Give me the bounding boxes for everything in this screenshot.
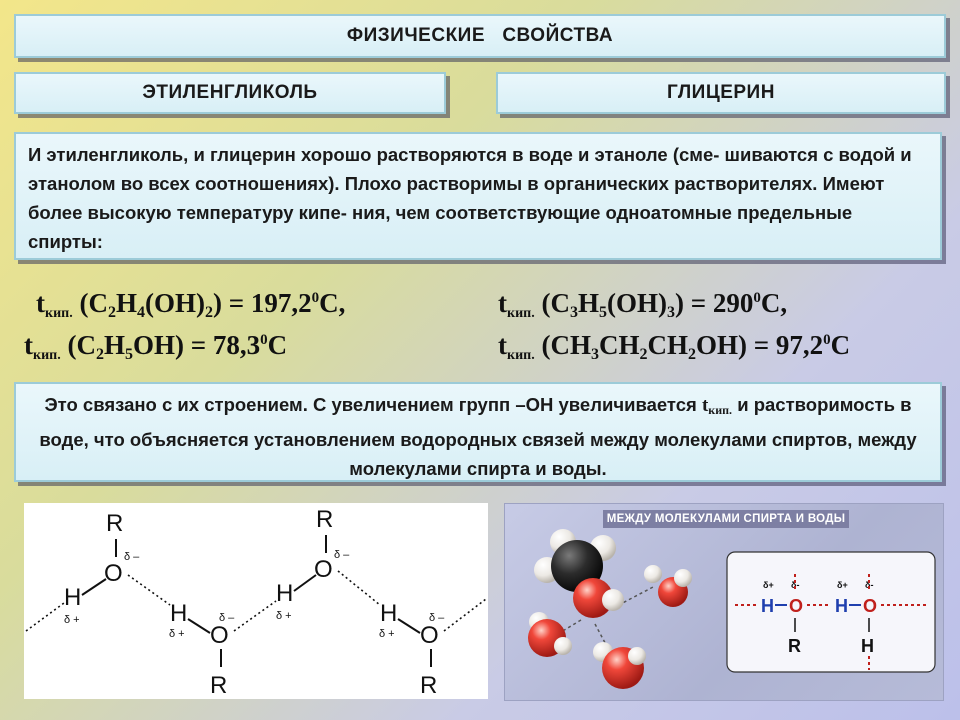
bond-line — [188, 619, 210, 633]
delta-minus: δ- — [865, 580, 874, 590]
bp-value: 97,2 — [775, 330, 824, 360]
formula-part: H — [577, 288, 599, 318]
hbond-dotted — [234, 601, 276, 631]
t-sub: кип. — [33, 348, 61, 363]
bp-unit: C — [267, 330, 288, 360]
atom-h: H — [276, 580, 294, 607]
hydrogen-sphere — [602, 589, 624, 611]
explanation-box — [14, 382, 942, 482]
formula-sub: 5 — [124, 346, 133, 363]
t-sub: кип. — [708, 403, 733, 417]
delta-plus: δ + — [379, 628, 395, 640]
formula-part: (OH) — [606, 288, 667, 318]
formula-part: OH) — [132, 330, 184, 360]
explanation-text-2: и растворимость в воде, что объясняется установлением водородных связей между молекулами спиртов, между молекулами спирта и воды. — [39, 394, 917, 479]
formula-sub: 3 — [666, 304, 675, 321]
delta-minus: δ – — [124, 551, 140, 563]
hbond-dotted — [338, 571, 380, 605]
description-text: И этиленгликоль, и глицерин хорошо растворяются в воде и этаноле (сме- шиваются с водой и этанолом во всех соотношениях). Плохо растворимы в органических растворителях. Имеют более высокую температуру кипе- ния, чем соответствующие одноатомные предельные спирты: — [28, 144, 912, 252]
formula-sub: 4 — [136, 304, 145, 321]
bond-line — [82, 579, 106, 595]
formula-sub: 2 — [95, 346, 104, 363]
degree-sign: 0 — [823, 332, 831, 348]
atom-h: H — [835, 596, 848, 616]
formula-part: (C — [79, 288, 108, 318]
bp-value: 290 — [712, 288, 754, 318]
delta-plus: δ+ — [837, 580, 848, 590]
formula-part: ) — [674, 288, 684, 318]
t-symbol: t — [24, 330, 33, 360]
schematic-box — [727, 552, 935, 672]
hydrogen-sphere — [644, 565, 662, 583]
t-symbol: t — [36, 288, 45, 318]
delta-minus: δ – — [429, 612, 445, 624]
atom-h: H — [64, 584, 82, 611]
delta-minus: δ- — [791, 580, 800, 590]
atom-r: R — [106, 510, 124, 537]
t-symbol: t — [498, 330, 507, 360]
hydrogen-bond-diagram — [24, 503, 488, 699]
t-sub: кип. — [45, 306, 73, 321]
bond-line — [398, 619, 420, 633]
degree-sign: 0 — [260, 332, 268, 348]
hbond-dotted — [128, 575, 170, 605]
formula-part: H — [103, 330, 125, 360]
model-panel-title: МЕЖДУ МОЛЕКУЛАМИ СПИРТА И ВОДЫ — [603, 510, 849, 528]
formula-part: (CH — [541, 330, 591, 360]
formula-sub: 3 — [590, 346, 599, 363]
description-box — [14, 132, 942, 260]
formula-part: (C — [541, 288, 570, 318]
atom-o: O — [789, 596, 804, 616]
degree-sign: 0 — [311, 290, 320, 306]
hydrogen-sphere — [674, 569, 692, 587]
t-sub: кип. — [507, 348, 535, 363]
hydrogen-sphere — [628, 647, 646, 665]
atom-h: H — [380, 600, 398, 627]
atom-o: O — [210, 622, 229, 649]
formula-sub: 3 — [569, 304, 578, 321]
delta-plus: δ + — [276, 610, 292, 622]
atom-r: R — [316, 506, 334, 533]
t-symbol: t — [701, 395, 709, 416]
formula-sub: 2 — [639, 346, 648, 363]
formula-sub: 2 — [204, 304, 213, 321]
delta-plus: δ+ — [763, 580, 774, 590]
bp-unit: C, — [319, 288, 346, 318]
molecular-model-panel — [504, 503, 944, 701]
atom-o: O — [863, 596, 878, 616]
formula-part: OH) — [695, 330, 747, 360]
bp-glycerol: tкип. $(C_3H_5(OH)_3) = 290^0C$, — [498, 288, 788, 321]
glycerol-header — [496, 72, 946, 114]
formula-sub: 2 — [107, 304, 116, 321]
formula-part: CH — [598, 330, 640, 360]
formula-part: ) — [212, 288, 222, 318]
atom-h: H — [761, 596, 774, 616]
delta-minus: δ – — [219, 612, 235, 624]
hydrogen-sphere — [554, 637, 572, 655]
atom-h: H — [170, 600, 188, 627]
bp-ethylene-glycol: tкип. $(C_2H_4(OH)_2) = 197,2^0C$, — [36, 288, 346, 321]
page-title: ФИЗИЧЕСКИЕ СВОЙСТВА — [346, 25, 614, 46]
atom-r: R — [210, 672, 228, 699]
atom-o: O — [104, 560, 123, 587]
atom-r: R — [420, 672, 438, 699]
title-box — [14, 14, 946, 58]
ethylene-glycol-label: ЭТИЛЕНГЛИКОЛЬ — [142, 82, 318, 103]
formula-part: H — [115, 288, 137, 318]
formula-sub: 5 — [598, 304, 607, 321]
t-sub: кип. — [507, 306, 535, 321]
atom-h: H — [861, 636, 874, 656]
model-svg — [505, 504, 943, 700]
degree-sign: 0 — [753, 290, 761, 306]
delta-minus: δ – — [334, 549, 350, 561]
atom-o: O — [314, 556, 333, 583]
formula-sub: 2 — [687, 346, 696, 363]
bp-propanol: tкип. $(CH_3CH_2CH_2OH) = 97,2^0C$ — [498, 330, 851, 363]
bp-ethanol: tкип. $(C_2H_5OH) = 78,3^0C$ — [24, 330, 288, 363]
t-symbol: t — [498, 288, 507, 318]
hbond-svg — [24, 503, 488, 699]
bp-unit: C — [830, 330, 851, 360]
formula-part: (OH) — [144, 288, 205, 318]
atom-o: O — [420, 622, 439, 649]
bp-value: 78,3 — [212, 330, 261, 360]
atom-r: R — [788, 636, 801, 656]
bond-line — [294, 575, 316, 591]
delta-plus: δ + — [169, 628, 185, 640]
formula-part: CH — [647, 330, 688, 360]
explanation-text-1: Это связано с их строением. С увеличением групп –OH увеличивается — [44, 394, 697, 415]
hbond-dotted — [444, 599, 486, 631]
formula-part: (C — [67, 330, 96, 360]
bp-value: 197,2 — [250, 288, 312, 318]
delta-plus: δ + — [64, 614, 80, 626]
t-kip-symbol — [702, 395, 732, 416]
hbond-dotted — [26, 603, 64, 631]
ethylene-glycol-header — [14, 72, 446, 114]
glycerol-label: ГЛИЦЕРИН — [667, 82, 775, 103]
bp-unit: C, — [760, 288, 788, 318]
